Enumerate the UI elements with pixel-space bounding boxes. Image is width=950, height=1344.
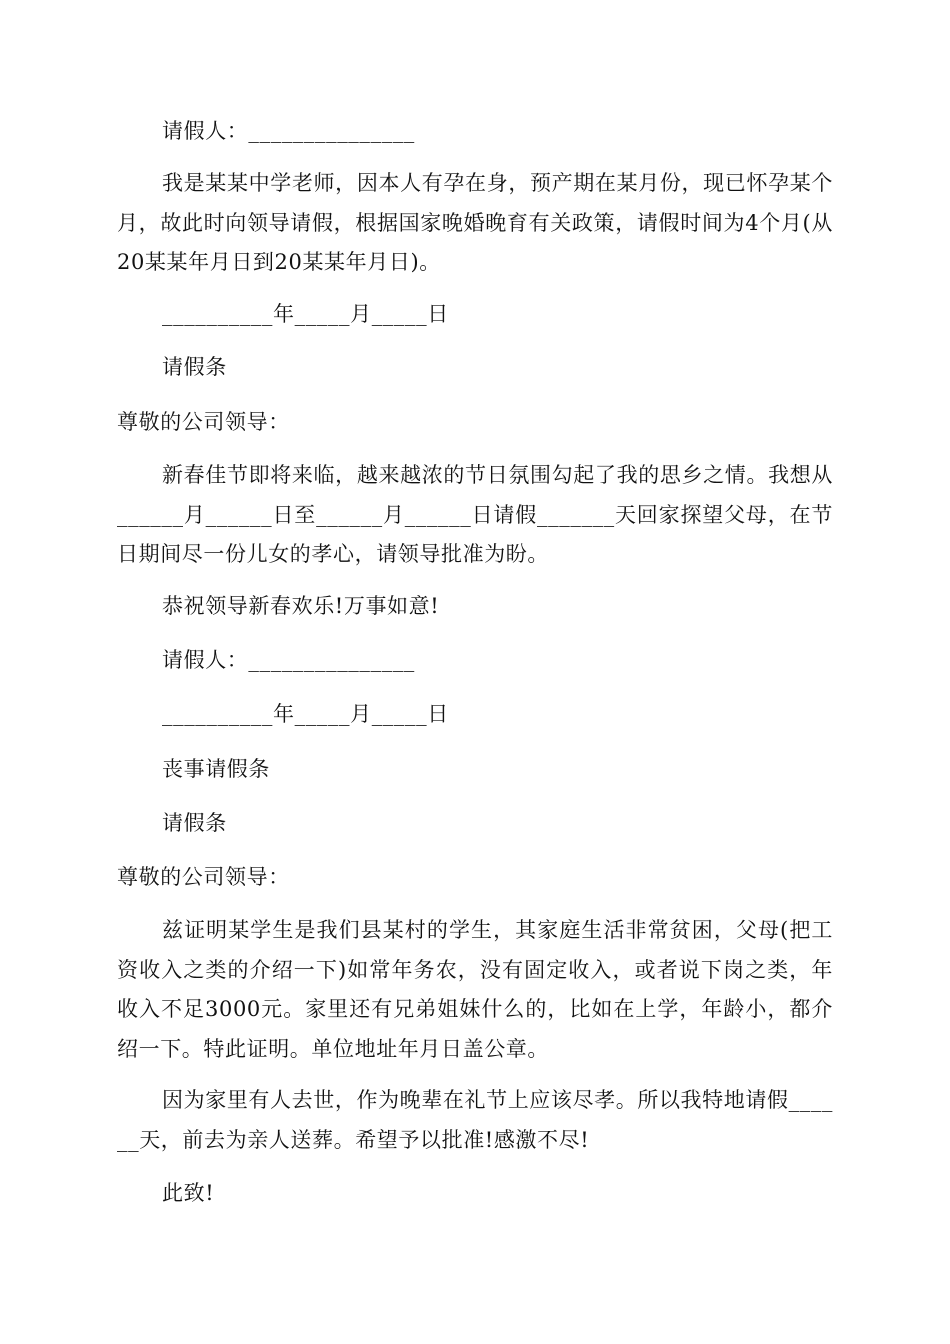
leave-note-title-1: 请假条	[162, 355, 227, 379]
date-line-1: __________年_____月_____日	[162, 302, 449, 326]
certificate-paragraph: 兹证明某学生是我们县某村的学生，其家庭生活非常贫困，父母(把工资收入之类的介绍一下)如常年务农，没有固定收入，或者说下岗之类，年收入不足3000元。家里还有兄弟姐妹什么的，比如在上学，年龄小，都介绍一下。特此证明。单位地址年月日盖公章。	[117, 918, 833, 1061]
funeral-leave-paragraph: 因为家里有人去世，作为晚辈在礼节上应该尽孝。所以我特地请假______天，前去为亲人送葬。希望予以批准!感激不尽!	[117, 1088, 833, 1152]
leave-note-title-2: 请假条	[162, 811, 227, 835]
salutation-2: 尊敬的公司领导：	[117, 865, 290, 889]
maternity-leave-paragraph: 我是某某中学老师，因本人有孕在身，预产期在某月份，现已怀孕某个月，故此时向领导请假，根据国家晚婚晚育有关政策，请假时间为4个月(从20某某年月日到20某某年月日)。	[117, 171, 833, 274]
closing-line: 此致!	[162, 1181, 215, 1205]
applicant-line-2: 请假人：_______________	[162, 648, 415, 672]
funeral-leave-title: 丧事请假条	[162, 757, 270, 781]
spring-festival-paragraph: 新春佳节即将来临，越来越浓的节日氛围勾起了我的思乡之情。我想从______月______日至______月______日请假_______天回家探望父母，在节日期间尽一份儿女的孝心，请领导批准为盼。	[117, 463, 833, 566]
date-line-2: __________年_____月_____日	[162, 702, 449, 726]
greeting-line: 恭祝领导新春欢乐!万事如意!	[162, 594, 440, 618]
applicant-line-1: 请假人：_______________	[162, 119, 415, 143]
salutation-1: 尊敬的公司领导：	[117, 410, 290, 434]
